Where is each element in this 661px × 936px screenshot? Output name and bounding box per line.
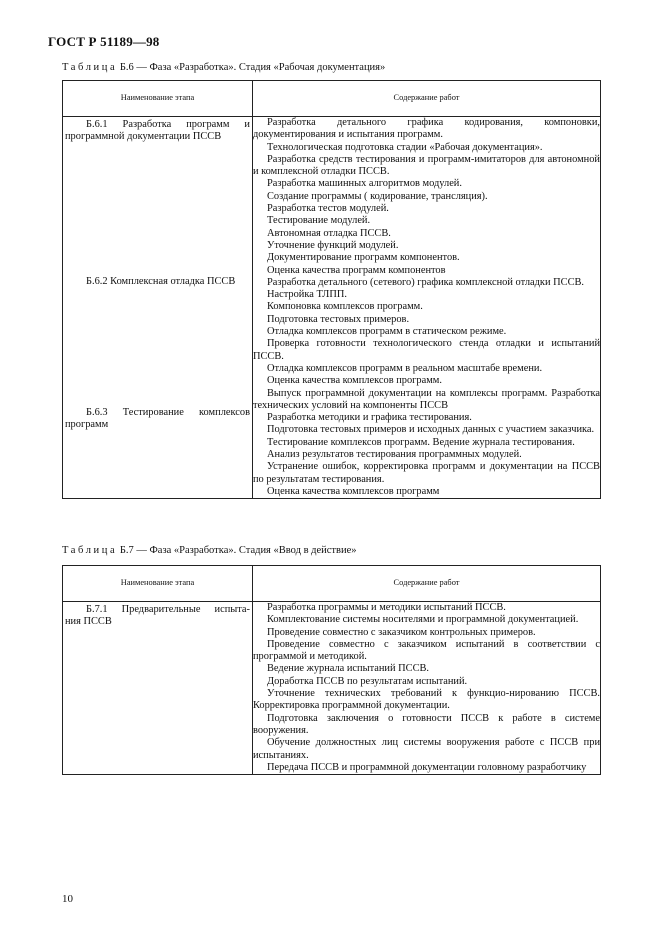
work-item: Разработка детального (сетевого) графика комплексной отладки ПССВ. — [267, 276, 585, 288]
work-item: Проверка готовности технологического стенда отладки и испытаний ПССВ. — [253, 338, 600, 362]
work-item: Устранение ошибок, корректировка программ и документации на ПССВ по результатам тестирования. — [253, 461, 600, 485]
works-column — [253, 602, 601, 775]
work-item: Тестирование комплексов программ. Ведение журнала тестирования. — [267, 436, 575, 448]
work-item: Документирование программ компонентов. — [267, 252, 460, 264]
work-item: Тестирование модулей. — [267, 215, 371, 227]
column-header-stage: Наименование этапа — [63, 81, 253, 117]
work-item: Оценка качества комплексов программ — [267, 485, 440, 497]
work-item: Уточнение технических требований к функцио-нированию ПССВ. Корректировка программной документации. — [253, 688, 600, 712]
table-b6-caption — [62, 62, 385, 73]
work-item: Разработка средств тестирования и программ-имитаторов для автономной и комплексной отладки ПССВ. — [253, 153, 600, 178]
stage-b6-2: Б.6.2 Комплексная отладка ПССВ — [86, 275, 236, 287]
table-body-row — [63, 602, 601, 775]
works-column — [253, 117, 601, 499]
table-b6 — [62, 80, 601, 499]
table-b7-caption-label: Таблица — [62, 545, 118, 556]
work-item: Проведение совместно с заказчиком испытаний в соответствии с программой и методикой. — [253, 638, 600, 663]
work-item: Создание программы ( кодирование, трансляция). — [267, 190, 488, 202]
table-b6-caption-label: Таблица — [62, 62, 118, 73]
work-item: Подготовка заключения о готовности ПССВ к работе в системе вооружения. — [253, 712, 600, 736]
work-item: Разработка машинных алгоритмов модулей. — [267, 178, 462, 190]
table-b7-caption-text: Б.7 — Фаза «Разработка». Стадия «Ввод в действие» — [119, 545, 357, 556]
stage-b7-1-line2: ния ПССВ — [65, 616, 112, 628]
page-number: 10 — [62, 893, 73, 905]
column-header-stage: Наименование этапа — [63, 566, 253, 602]
stage-b6-1-line1: Б.6.1 Разработка программ и — [86, 119, 250, 130]
stage-column — [63, 117, 253, 499]
work-item: Технологическая подготовка стадии «Рабочая документация». — [267, 141, 543, 153]
work-item: Разработка детального графика кодирования, компоновки, документирования и испытания программ. — [253, 117, 600, 141]
table-header-row — [63, 81, 601, 117]
work-item: Уточнение функций модулей. — [267, 239, 399, 251]
work-item: Автономная отладка ПССВ. — [267, 227, 391, 239]
work-item: Комплектование системы носителями и программной документацией. — [267, 614, 579, 626]
work-item: Компоновка комплексов программ. — [267, 301, 423, 313]
work-item: Обучение должностных лиц системы вооружения работе с ПССВ при испытаниях. — [253, 737, 600, 761]
work-item: Разработка методики и графика тестирования. — [267, 412, 472, 424]
table-b7 — [62, 565, 601, 775]
work-item: Отладка комплексов программ в реальном масштабе времени. — [267, 362, 543, 374]
stage-b6-3-line1: Б.6.3 Тестирование комплексов — [86, 406, 250, 418]
table-b6-caption-text: Б.6 — Фаза «Разработка». Стадия «Рабочая документация» — [119, 62, 386, 73]
work-item: Выпуск программной документации на комплексы программ. Разработка технических условий на компоненты ПССВ — [253, 387, 600, 411]
column-header-works: Содержание работ — [253, 566, 601, 602]
work-item: Оценка качества комплексов программ. — [267, 375, 442, 387]
work-item: Ведение журнала испытаний ПССВ. — [267, 663, 430, 675]
work-item: Подготовка тестовых примеров и исходных данных с участием заказчика. — [267, 424, 595, 436]
work-item: Доработка ПССВ по результатам испытаний. — [267, 675, 468, 687]
table-header-row — [63, 566, 601, 602]
work-item: Настройка ТЛПП. — [267, 289, 347, 301]
standard-designation: ГОСТ Р 51189—98 — [48, 34, 160, 49]
stage-b7-1-line1: Б.7.1 Предварительные испыта- — [86, 604, 250, 615]
table-body-row — [63, 117, 601, 499]
work-item: Оценка качества программ компонентов — [267, 264, 446, 276]
work-item: Передача ПССВ и программной документации головному разработчику — [267, 761, 587, 773]
stage-b6-1-line2: программной документации ПССВ — [65, 131, 222, 143]
table-b7-caption — [62, 545, 357, 556]
work-item: Подготовка тестовых примеров. — [267, 313, 410, 325]
stage-b6-3-line2: программ — [65, 419, 109, 431]
work-item: Отладка комплексов программ в статическом режиме. — [267, 326, 507, 338]
stage-column — [63, 602, 253, 775]
column-header-works: Содержание работ — [253, 81, 601, 117]
work-item: Анализ результатов тестирования программных модулей. — [267, 449, 522, 461]
work-item: Проведение совместно с заказчиком контрольных примеров. — [267, 626, 536, 638]
work-item: Разработка программы и методики испытаний ПССВ. — [267, 602, 506, 613]
work-item: Разработка тестов модулей. — [267, 203, 389, 215]
